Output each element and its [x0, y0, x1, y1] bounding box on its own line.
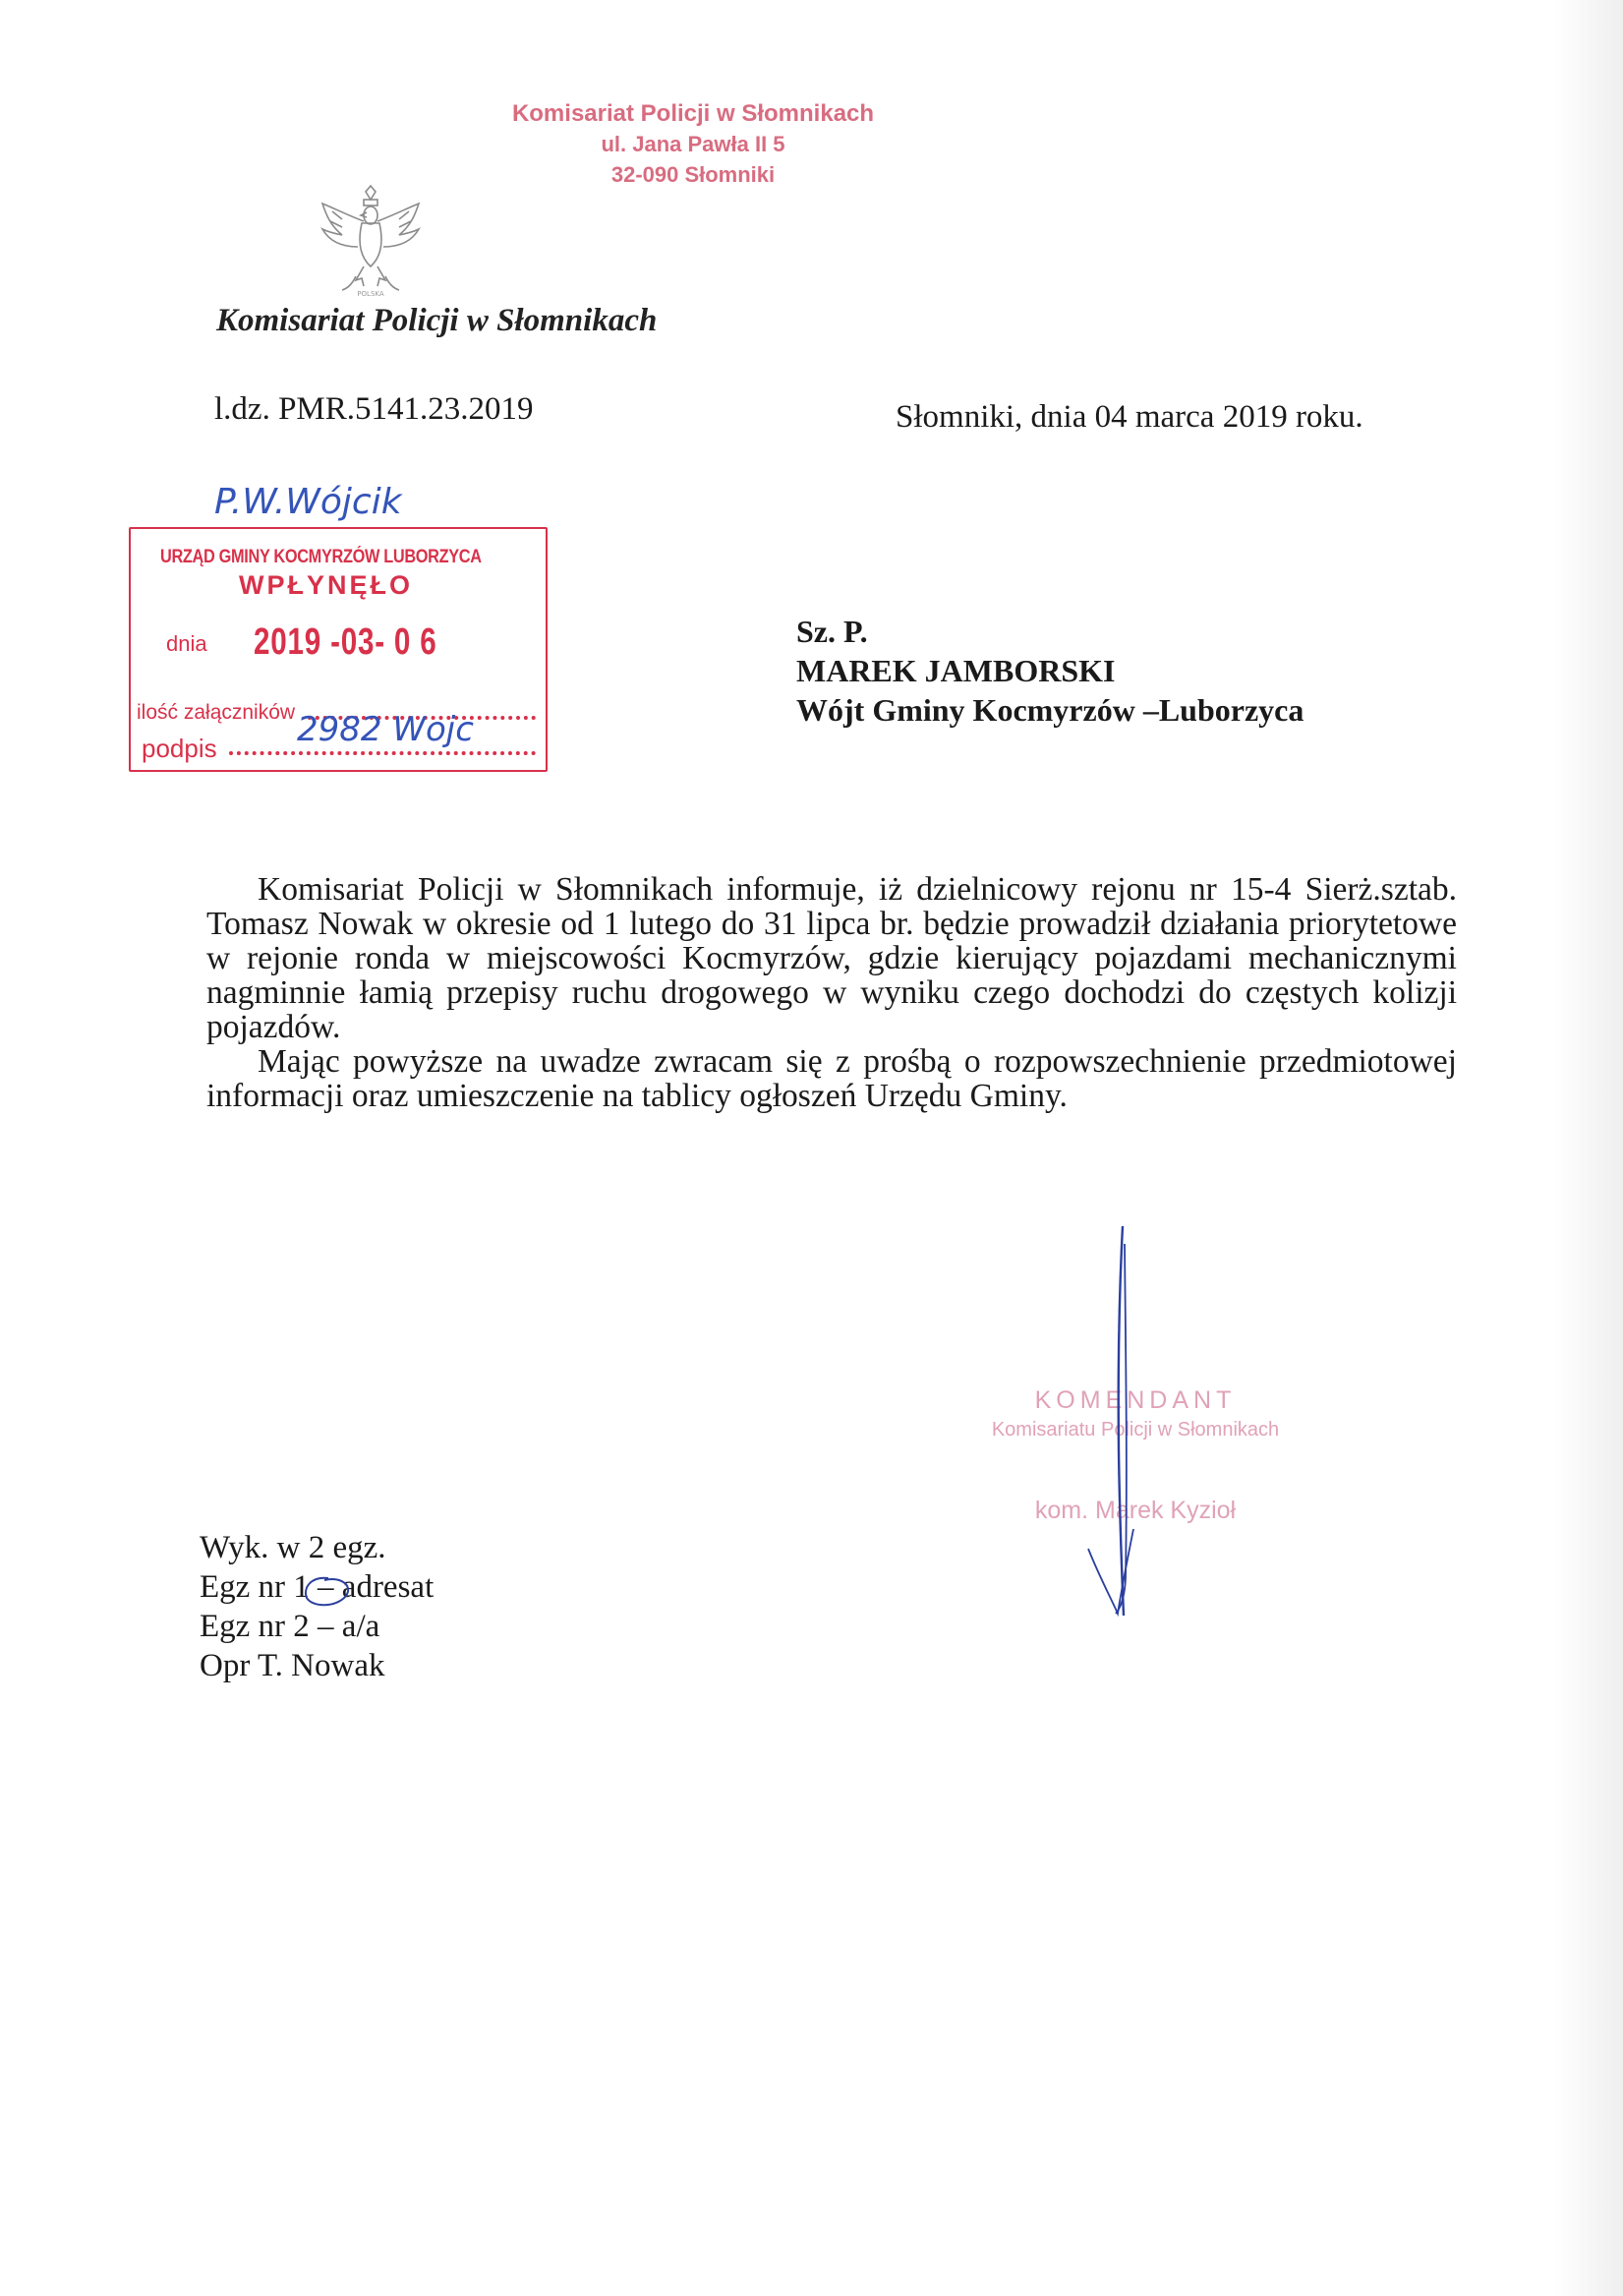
received-stamp-signature-label: podpis — [142, 734, 217, 763]
stamp-line-street: ul. Jana Pawła II 5 — [601, 132, 785, 156]
commander-unit: Komisariatu Policji w Słomnikach — [991, 1419, 1280, 1441]
stamp-line-postcode: 32-090 Słomniki — [610, 162, 776, 187]
received-stamp-date-label: dnia — [166, 631, 207, 656]
body-paragraph-1: Komisariat Policji w Słomnikach informuje, iż dzielnicowy rejonu nr 15-4 Sierż.sztab. Tomasz Nowak w okresie od 1 lutego do 31 lipca br. będzie prowadził działania priorytetowe w rejonie ronda w miejscowości Kocmyrzów, gdzie kierujący pojazdami mechanicznymi nagminnie łamią przepisy ruchu drogowego w wyniku czego dochodzi do częstych kolizji pojazdów. — [206, 871, 1457, 1045]
letter-date: Słomniki, dnia 04 marca 2019 roku. — [896, 399, 1363, 435]
recipient-salutation: Sz. P. — [796, 614, 868, 649]
footer-copy-2: Egz nr 2 – a/a — [200, 1609, 380, 1644]
recipient-block — [796, 612, 1304, 730]
received-stamp-label: WPŁYNĘŁO — [239, 570, 413, 600]
received-stamp-office: URZĄD GMINY KOCMYRZÓW LUBORZYCA — [160, 547, 482, 567]
polish-eagle-emblem-icon — [313, 182, 429, 300]
svg-text:POLSKA: POLSKA — [357, 290, 384, 298]
footer-copy-1: Egz nr 1 – adresat — [200, 1569, 435, 1605]
footer-copies: Wyk. w 2 egz. — [200, 1530, 386, 1565]
letter-footer — [200, 1528, 434, 1685]
received-stamp-attachments-label: ilość załączników — [137, 701, 296, 724]
handwritten-circle-mark — [299, 1574, 354, 1610]
body-paragraph-2: Mając powyższe na uwadze zwracam się z prośbą o rozpowszechnienie przedmiotowej informacji oraz umieszczenie na tablicy ogłoszeń Urzędu Gminy. — [206, 1043, 1457, 1114]
signature-dotted-line — [229, 751, 536, 755]
footer-prepared-by: Opr T. Nowak — [200, 1648, 385, 1683]
institution-name: Komisariat Policji w Słomnikach — [216, 303, 658, 338]
recipient-name: MAREK JAMBORSKI — [796, 653, 1116, 688]
received-stamp-date: 2019 -03- 0 6 — [254, 621, 437, 663]
commander-name: kom. Marek Kyzioł — [1034, 1497, 1237, 1524]
handwritten-registration: 2982 Wojc — [297, 710, 474, 749]
police-address-stamp — [472, 98, 914, 190]
stamp-line-station: Komisariat Policji w Słomnikach — [511, 100, 875, 127]
scan-edge-shadow — [1554, 0, 1623, 2296]
handwritten-signature — [1076, 1224, 1135, 1618]
reference-number: l.dz. PMR.5141.23.2019 — [214, 391, 534, 427]
commander-stamp — [904, 1386, 1366, 1525]
recipient-title: Wójt Gminy Kocmyrzów –Luborzyca — [796, 692, 1304, 728]
handwritten-initials: P.W.Wójcik — [214, 482, 402, 522]
commander-title: KOMENDANT — [1034, 1386, 1237, 1414]
letter-body — [206, 872, 1457, 1113]
